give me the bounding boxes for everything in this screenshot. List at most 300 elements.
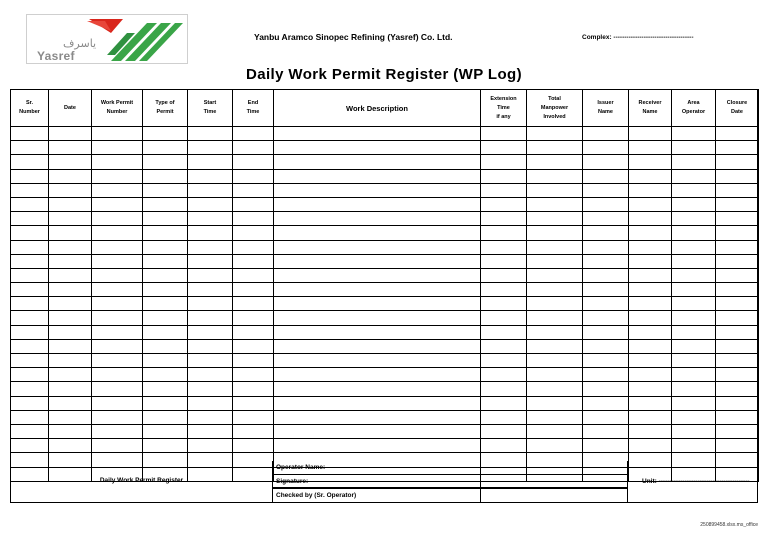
table-cell[interactable] [49, 240, 92, 254]
table-cell[interactable] [49, 283, 92, 297]
table-cell[interactable] [143, 169, 188, 183]
table-cell[interactable] [716, 410, 759, 424]
table-cell[interactable] [233, 325, 274, 339]
table-cell[interactable] [274, 169, 481, 183]
table-cell[interactable] [188, 297, 233, 311]
table-cell[interactable] [188, 396, 233, 410]
table-cell[interactable] [11, 339, 49, 353]
table-cell[interactable] [92, 368, 143, 382]
table-cell[interactable] [143, 254, 188, 268]
table-cell[interactable] [49, 155, 92, 169]
table-cell[interactable] [92, 183, 143, 197]
table-cell[interactable] [143, 141, 188, 155]
table-cell[interactable] [527, 226, 583, 240]
table-cell[interactable] [49, 439, 92, 453]
table-cell[interactable] [481, 127, 527, 141]
table-cell[interactable] [233, 368, 274, 382]
table-cell[interactable] [188, 283, 233, 297]
table-cell[interactable] [92, 283, 143, 297]
table-cell[interactable] [629, 354, 672, 368]
table-cell[interactable] [583, 155, 629, 169]
table-cell[interactable] [274, 439, 481, 453]
table-cell[interactable] [481, 197, 527, 211]
table-cell[interactable] [143, 396, 188, 410]
table-cell[interactable] [92, 439, 143, 453]
table-cell[interactable] [716, 382, 759, 396]
table-cell[interactable] [233, 127, 274, 141]
table-cell[interactable] [583, 226, 629, 240]
table-cell[interactable] [233, 268, 274, 282]
table-cell[interactable] [233, 240, 274, 254]
table-cell[interactable] [672, 297, 716, 311]
table-cell[interactable] [481, 141, 527, 155]
table-cell[interactable] [583, 354, 629, 368]
table-cell[interactable] [143, 268, 188, 282]
table-cell[interactable] [716, 183, 759, 197]
table-cell[interactable] [92, 410, 143, 424]
table-cell[interactable] [527, 439, 583, 453]
table-cell[interactable] [92, 325, 143, 339]
table-cell[interactable] [188, 155, 233, 169]
table-cell[interactable] [274, 297, 481, 311]
table-cell[interactable] [233, 396, 274, 410]
table-cell[interactable] [583, 339, 629, 353]
table-cell[interactable] [629, 297, 672, 311]
table-cell[interactable] [11, 141, 49, 155]
table-cell[interactable] [92, 226, 143, 240]
table-cell[interactable] [716, 453, 759, 467]
table-cell[interactable] [49, 424, 92, 438]
table-cell[interactable] [583, 368, 629, 382]
table-cell[interactable] [274, 155, 481, 169]
table-cell[interactable] [583, 212, 629, 226]
table-cell[interactable] [716, 268, 759, 282]
table-cell[interactable] [274, 240, 481, 254]
table-cell[interactable] [672, 368, 716, 382]
table-cell[interactable] [481, 354, 527, 368]
table-cell[interactable] [672, 339, 716, 353]
table-cell[interactable] [233, 354, 274, 368]
table-cell[interactable] [672, 311, 716, 325]
table-cell[interactable] [672, 410, 716, 424]
table-cell[interactable] [188, 439, 233, 453]
table-cell[interactable] [481, 424, 527, 438]
table-cell[interactable] [672, 141, 716, 155]
table-cell[interactable] [92, 169, 143, 183]
table-cell[interactable] [629, 240, 672, 254]
table-cell[interactable] [274, 127, 481, 141]
table-cell[interactable] [481, 183, 527, 197]
table-cell[interactable] [143, 354, 188, 368]
table-cell[interactable] [143, 297, 188, 311]
table-cell[interactable] [583, 311, 629, 325]
table-cell[interactable] [527, 410, 583, 424]
table-cell[interactable] [629, 268, 672, 282]
table-cell[interactable] [629, 254, 672, 268]
table-cell[interactable] [274, 268, 481, 282]
table-cell[interactable] [92, 339, 143, 353]
table-cell[interactable] [629, 212, 672, 226]
table-cell[interactable] [481, 226, 527, 240]
table-cell[interactable] [274, 141, 481, 155]
table-cell[interactable] [11, 127, 49, 141]
table-cell[interactable] [629, 197, 672, 211]
table-cell[interactable] [672, 197, 716, 211]
table-cell[interactable] [11, 325, 49, 339]
table-cell[interactable] [143, 283, 188, 297]
table-cell[interactable] [672, 325, 716, 339]
table-cell[interactable] [716, 396, 759, 410]
table-cell[interactable] [481, 311, 527, 325]
table-cell[interactable] [481, 212, 527, 226]
table-cell[interactable] [143, 410, 188, 424]
table-cell[interactable] [233, 183, 274, 197]
table-cell[interactable] [481, 339, 527, 353]
table-cell[interactable] [274, 183, 481, 197]
table-cell[interactable] [11, 268, 49, 282]
table-cell[interactable] [527, 268, 583, 282]
table-cell[interactable] [188, 254, 233, 268]
table-cell[interactable] [11, 424, 49, 438]
table-cell[interactable] [672, 396, 716, 410]
table-cell[interactable] [583, 127, 629, 141]
table-cell[interactable] [716, 424, 759, 438]
table-cell[interactable] [92, 155, 143, 169]
table-cell[interactable] [188, 424, 233, 438]
table-cell[interactable] [274, 354, 481, 368]
table-cell[interactable] [11, 240, 49, 254]
table-cell[interactable] [188, 127, 233, 141]
table-cell[interactable] [143, 183, 188, 197]
table-cell[interactable] [188, 311, 233, 325]
table-cell[interactable] [49, 368, 92, 382]
table-cell[interactable] [92, 382, 143, 396]
table-cell[interactable] [92, 268, 143, 282]
checked-by-field[interactable] [481, 489, 627, 503]
table-cell[interactable] [11, 155, 49, 169]
table-cell[interactable] [583, 283, 629, 297]
table-cell[interactable] [92, 311, 143, 325]
table-cell[interactable] [672, 254, 716, 268]
table-cell[interactable] [49, 183, 92, 197]
table-cell[interactable] [716, 197, 759, 211]
table-cell[interactable] [583, 410, 629, 424]
table-cell[interactable] [274, 311, 481, 325]
table-cell[interactable] [716, 141, 759, 155]
table-cell[interactable] [672, 439, 716, 453]
table-cell[interactable] [11, 183, 49, 197]
table-cell[interactable] [233, 382, 274, 396]
table-cell[interactable] [527, 197, 583, 211]
table-cell[interactable] [716, 297, 759, 311]
table-cell[interactable] [49, 339, 92, 353]
operator-name-field[interactable] [481, 461, 627, 475]
table-cell[interactable] [672, 155, 716, 169]
table-cell[interactable] [274, 254, 481, 268]
table-cell[interactable] [527, 127, 583, 141]
table-cell[interactable] [11, 396, 49, 410]
table-cell[interactable] [49, 169, 92, 183]
table-cell[interactable] [527, 382, 583, 396]
table-cell[interactable] [11, 212, 49, 226]
table-cell[interactable] [672, 212, 716, 226]
table-cell[interactable] [188, 226, 233, 240]
table-cell[interactable] [11, 254, 49, 268]
table-cell[interactable] [629, 127, 672, 141]
table-cell[interactable] [143, 439, 188, 453]
table-cell[interactable] [92, 240, 143, 254]
table-cell[interactable] [629, 339, 672, 353]
table-cell[interactable] [11, 311, 49, 325]
table-cell[interactable] [716, 354, 759, 368]
table-cell[interactable] [233, 424, 274, 438]
table-cell[interactable] [583, 424, 629, 438]
table-cell[interactable] [188, 212, 233, 226]
table-cell[interactable] [274, 382, 481, 396]
table-cell[interactable] [672, 127, 716, 141]
table-cell[interactable] [274, 325, 481, 339]
table-cell[interactable] [481, 254, 527, 268]
table-cell[interactable] [716, 169, 759, 183]
table-cell[interactable] [11, 297, 49, 311]
table-cell[interactable] [143, 240, 188, 254]
table-cell[interactable] [188, 354, 233, 368]
table-cell[interactable] [583, 268, 629, 282]
table-cell[interactable] [629, 183, 672, 197]
table-cell[interactable] [92, 396, 143, 410]
table-cell[interactable] [11, 410, 49, 424]
table-cell[interactable] [716, 283, 759, 297]
table-cell[interactable] [629, 311, 672, 325]
table-cell[interactable] [527, 325, 583, 339]
table-cell[interactable] [49, 268, 92, 282]
table-cell[interactable] [11, 169, 49, 183]
table-cell[interactable] [672, 453, 716, 467]
table-cell[interactable] [716, 254, 759, 268]
table-cell[interactable] [583, 382, 629, 396]
table-cell[interactable] [188, 268, 233, 282]
table-cell[interactable] [527, 141, 583, 155]
table-cell[interactable] [583, 439, 629, 453]
table-cell[interactable] [629, 226, 672, 240]
table-cell[interactable] [92, 424, 143, 438]
table-cell[interactable] [188, 325, 233, 339]
table-cell[interactable] [233, 339, 274, 353]
table-cell[interactable] [672, 183, 716, 197]
table-cell[interactable] [143, 226, 188, 240]
table-cell[interactable] [716, 226, 759, 240]
table-cell[interactable] [583, 141, 629, 155]
table-cell[interactable] [188, 197, 233, 211]
table-cell[interactable] [527, 155, 583, 169]
table-cell[interactable] [481, 283, 527, 297]
table-cell[interactable] [481, 169, 527, 183]
table-cell[interactable] [583, 197, 629, 211]
table-cell[interactable] [92, 127, 143, 141]
table-cell[interactable] [527, 183, 583, 197]
table-cell[interactable] [629, 410, 672, 424]
table-cell[interactable] [274, 339, 481, 353]
table-cell[interactable] [481, 410, 527, 424]
table-cell[interactable] [143, 311, 188, 325]
table-cell[interactable] [716, 155, 759, 169]
table-cell[interactable] [481, 368, 527, 382]
table-cell[interactable] [49, 197, 92, 211]
table-cell[interactable] [92, 212, 143, 226]
table-cell[interactable] [49, 141, 92, 155]
table-cell[interactable] [716, 240, 759, 254]
table-cell[interactable] [527, 254, 583, 268]
table-cell[interactable] [233, 197, 274, 211]
table-cell[interactable] [233, 439, 274, 453]
table-cell[interactable] [92, 141, 143, 155]
table-cell[interactable] [583, 297, 629, 311]
unit-field[interactable]: Unit: ------------------------------------------ [642, 478, 750, 485]
table-cell[interactable] [11, 368, 49, 382]
table-cell[interactable] [188, 368, 233, 382]
table-cell[interactable] [233, 254, 274, 268]
table-cell[interactable] [629, 169, 672, 183]
table-cell[interactable] [49, 311, 92, 325]
table-cell[interactable] [481, 382, 527, 396]
table-cell[interactable] [11, 197, 49, 211]
table-cell[interactable] [274, 368, 481, 382]
table-cell[interactable] [233, 311, 274, 325]
table-cell[interactable] [629, 155, 672, 169]
complex-field[interactable]: Complex: ------------------------------------- [582, 34, 694, 41]
table-cell[interactable] [143, 368, 188, 382]
table-cell[interactable] [629, 283, 672, 297]
table-cell[interactable] [143, 339, 188, 353]
table-cell[interactable] [11, 354, 49, 368]
table-cell[interactable] [11, 283, 49, 297]
table-cell[interactable] [672, 354, 716, 368]
table-cell[interactable] [716, 439, 759, 453]
table-cell[interactable] [583, 240, 629, 254]
table-cell[interactable] [233, 169, 274, 183]
table-cell[interactable] [481, 396, 527, 410]
table-cell[interactable] [274, 410, 481, 424]
table-cell[interactable] [143, 212, 188, 226]
table-cell[interactable] [11, 226, 49, 240]
table-cell[interactable] [49, 382, 92, 396]
table-cell[interactable] [92, 297, 143, 311]
table-cell[interactable] [188, 169, 233, 183]
table-cell[interactable] [481, 268, 527, 282]
table-cell[interactable] [672, 169, 716, 183]
table-cell[interactable] [527, 240, 583, 254]
table-cell[interactable] [274, 226, 481, 240]
table-cell[interactable] [188, 339, 233, 353]
table-cell[interactable] [716, 311, 759, 325]
table-cell[interactable] [527, 169, 583, 183]
table-cell[interactable] [672, 382, 716, 396]
table-cell[interactable] [583, 169, 629, 183]
table-cell[interactable] [672, 240, 716, 254]
table-cell[interactable] [92, 254, 143, 268]
table-cell[interactable] [527, 297, 583, 311]
table-cell[interactable] [233, 410, 274, 424]
table-cell[interactable] [583, 254, 629, 268]
table-cell[interactable] [583, 396, 629, 410]
table-cell[interactable] [92, 354, 143, 368]
table-cell[interactable] [233, 283, 274, 297]
table-cell[interactable] [481, 155, 527, 169]
table-cell[interactable] [274, 396, 481, 410]
table-cell[interactable] [672, 226, 716, 240]
table-cell[interactable] [188, 183, 233, 197]
table-cell[interactable] [49, 325, 92, 339]
table-cell[interactable] [233, 212, 274, 226]
table-cell[interactable] [527, 283, 583, 297]
table-cell[interactable] [49, 410, 92, 424]
table-cell[interactable] [143, 197, 188, 211]
table-cell[interactable] [629, 439, 672, 453]
table-cell[interactable] [716, 325, 759, 339]
table-cell[interactable] [481, 439, 527, 453]
table-cell[interactable] [274, 197, 481, 211]
signature-field[interactable] [481, 475, 627, 489]
table-cell[interactable] [672, 424, 716, 438]
table-cell[interactable] [274, 212, 481, 226]
table-cell[interactable] [716, 368, 759, 382]
table-cell[interactable] [49, 396, 92, 410]
table-cell[interactable] [188, 240, 233, 254]
table-cell[interactable] [49, 254, 92, 268]
table-cell[interactable] [143, 382, 188, 396]
table-cell[interactable] [233, 297, 274, 311]
table-cell[interactable] [629, 453, 672, 467]
table-cell[interactable] [716, 127, 759, 141]
table-cell[interactable] [49, 226, 92, 240]
table-cell[interactable] [233, 141, 274, 155]
table-cell[interactable] [11, 382, 49, 396]
table-cell[interactable] [527, 424, 583, 438]
table-cell[interactable] [527, 396, 583, 410]
table-cell[interactable] [629, 368, 672, 382]
table-cell[interactable] [233, 155, 274, 169]
table-cell[interactable] [11, 439, 49, 453]
table-cell[interactable] [629, 325, 672, 339]
table-cell[interactable] [143, 155, 188, 169]
table-cell[interactable] [188, 410, 233, 424]
table-cell[interactable] [143, 325, 188, 339]
table-cell[interactable] [629, 382, 672, 396]
table-cell[interactable] [481, 325, 527, 339]
table-cell[interactable] [143, 127, 188, 141]
table-cell[interactable] [672, 268, 716, 282]
table-cell[interactable] [527, 212, 583, 226]
table-cell[interactable] [583, 183, 629, 197]
table-cell[interactable] [49, 297, 92, 311]
table-cell[interactable] [481, 240, 527, 254]
table-cell[interactable] [143, 424, 188, 438]
table-cell[interactable] [481, 297, 527, 311]
table-cell[interactable] [583, 325, 629, 339]
table-cell[interactable] [274, 424, 481, 438]
table-cell[interactable] [672, 283, 716, 297]
table-cell[interactable] [188, 382, 233, 396]
table-cell[interactable] [527, 311, 583, 325]
table-cell[interactable] [92, 197, 143, 211]
table-cell[interactable] [233, 226, 274, 240]
table-cell[interactable] [49, 127, 92, 141]
table-cell[interactable] [188, 141, 233, 155]
table-cell[interactable] [527, 354, 583, 368]
table-cell[interactable] [49, 354, 92, 368]
table-cell[interactable] [49, 212, 92, 226]
table-cell[interactable] [716, 212, 759, 226]
